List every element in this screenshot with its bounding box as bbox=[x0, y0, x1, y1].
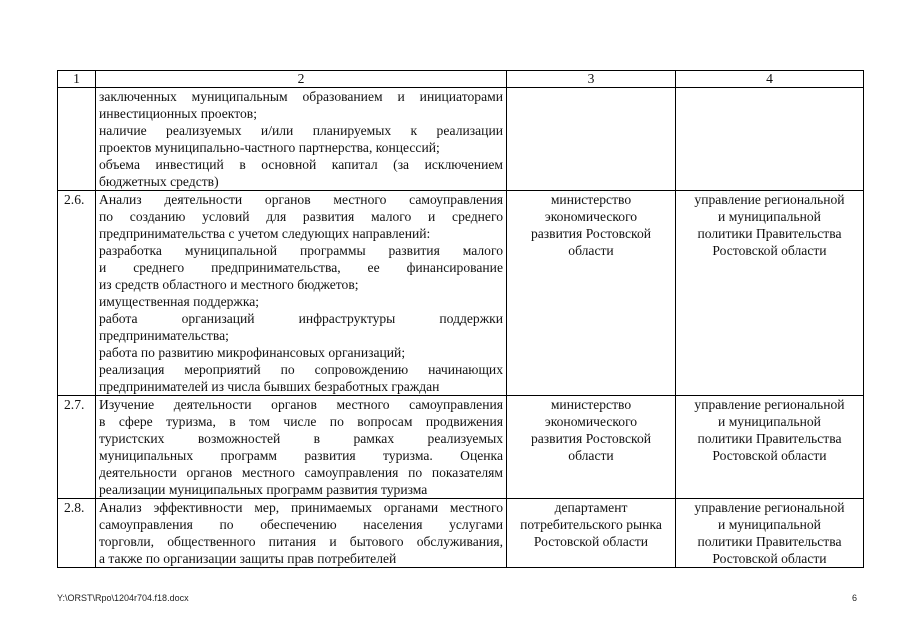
description-line: предпринимательства с учетом следующих направлений: bbox=[99, 226, 431, 241]
description-line: объема инвестиций в основной капитал (за исключением bbox=[99, 157, 503, 172]
coexecutor-line: Ростовской области bbox=[712, 551, 827, 566]
executor-line: Ростовской области bbox=[533, 534, 649, 549]
description-line: а также по организации защиты прав потребителей bbox=[99, 551, 397, 566]
coexecutor-line: и муниципальной bbox=[718, 209, 821, 224]
table-row bbox=[58, 88, 864, 191]
item-description bbox=[96, 191, 507, 396]
item-number: 2.8. bbox=[58, 499, 96, 568]
description-line: реализация мероприятий по сопровождению начинающих bbox=[99, 362, 503, 377]
description-line: по созданию условий для развития малого и среднего bbox=[99, 209, 503, 224]
executor-line: потребительского рынка bbox=[520, 517, 662, 532]
item-coexecutor bbox=[676, 191, 864, 396]
description-line: имущественная поддержка; bbox=[99, 294, 260, 309]
document-table bbox=[57, 70, 864, 568]
table-row bbox=[58, 191, 864, 396]
footer-file-path: Y:\ORST\Rpo\1204r704.f18.docx bbox=[57, 593, 189, 603]
description-line: инвестиционных проектов; bbox=[99, 106, 257, 121]
coexecutor-line: управление региональной bbox=[694, 192, 845, 207]
item-description bbox=[96, 396, 507, 499]
description-line: предпринимателей из числа бывших безработных граждан bbox=[99, 379, 440, 394]
item-number bbox=[58, 88, 96, 191]
description-line: торговли, общественного питания и бытового обслуживания, bbox=[99, 534, 503, 549]
executor-line: области bbox=[568, 448, 614, 463]
item-number: 2.6. bbox=[58, 191, 96, 396]
column-header-1: 1 bbox=[58, 71, 96, 88]
item-coexecutor bbox=[676, 499, 864, 568]
item-coexecutor bbox=[676, 88, 864, 191]
executor-line: экономического bbox=[544, 414, 638, 429]
table-row bbox=[58, 396, 864, 499]
executor-line: министерство bbox=[550, 192, 632, 207]
description-line: Изучение деятельности органов местного самоуправления bbox=[99, 397, 503, 412]
item-number: 2.7. bbox=[58, 396, 96, 499]
description-line: муниципальных программ развития туризма. Оценка bbox=[99, 448, 503, 463]
item-executor bbox=[507, 191, 676, 396]
description-line: Анализ деятельности органов местного самоуправления bbox=[99, 192, 503, 207]
description-line: заключенных муниципальным образованием и инициаторами bbox=[99, 89, 503, 104]
coexecutor-line: политики Правительства bbox=[697, 431, 842, 446]
executor-line: департамент bbox=[554, 500, 628, 515]
description-line: наличие реализуемых и/или планируемых к реализации bbox=[99, 123, 503, 138]
item-description bbox=[96, 88, 507, 191]
executor-line: развития Ростовской bbox=[530, 226, 652, 241]
description-line: деятельности органов местного самоуправления по показателям bbox=[99, 465, 503, 480]
table-row bbox=[58, 499, 864, 568]
description-line: из средств областного и местного бюджетов; bbox=[99, 277, 359, 292]
item-description bbox=[96, 499, 507, 568]
description-line: туристских возможностей в рамках реализуемых bbox=[99, 431, 503, 446]
footer-page-number: 6 bbox=[852, 593, 858, 603]
item-executor bbox=[507, 499, 676, 568]
executor-line: развития Ростовской bbox=[530, 431, 652, 446]
description-line: проектов муниципально-частного партнерства, концессий; bbox=[99, 140, 440, 155]
column-header-2: 2 bbox=[96, 71, 507, 88]
description-line: самоуправления по обеспечению населения услугами bbox=[99, 517, 503, 532]
description-line: разработка муниципальной программы развития малого bbox=[99, 243, 503, 258]
coexecutor-line: Ростовской области bbox=[712, 448, 827, 463]
description-line: предпринимательства; bbox=[99, 328, 229, 343]
description-line: бюджетных средств) bbox=[99, 174, 219, 189]
coexecutor-line: и муниципальной bbox=[718, 414, 821, 429]
coexecutor-line: управление региональной bbox=[694, 500, 845, 515]
coexecutor-line: Ростовской области bbox=[712, 243, 827, 258]
description-line: и среднего предпринимательства, ее финансирование bbox=[99, 260, 503, 275]
item-executor bbox=[507, 396, 676, 499]
description-line: Анализ эффективности мер, принимаемых органами местного bbox=[99, 500, 503, 515]
executor-line: области bbox=[568, 243, 614, 258]
description-line: в сфере туризма, в том числе по вопросам продвижения bbox=[99, 414, 503, 429]
description-line: реализации муниципальных программ развития туризма bbox=[99, 482, 428, 497]
executor-line: экономического bbox=[544, 209, 638, 224]
item-coexecutor bbox=[676, 396, 864, 499]
coexecutor-line: и муниципальной bbox=[718, 517, 821, 532]
coexecutor-line: политики Правительства bbox=[697, 226, 842, 241]
item-executor bbox=[507, 88, 676, 191]
column-header-4: 4 bbox=[676, 71, 864, 88]
executor-line: министерство bbox=[550, 397, 632, 412]
description-line: работа организаций инфраструктуры поддержки bbox=[99, 311, 503, 326]
coexecutor-line: управление региональной bbox=[694, 397, 845, 412]
column-header-3: 3 bbox=[507, 71, 676, 88]
coexecutor-line: политики Правительства bbox=[697, 534, 842, 549]
table-header-row bbox=[58, 71, 864, 88]
description-line: работа по развитию микрофинансовых организаций; bbox=[99, 345, 406, 360]
